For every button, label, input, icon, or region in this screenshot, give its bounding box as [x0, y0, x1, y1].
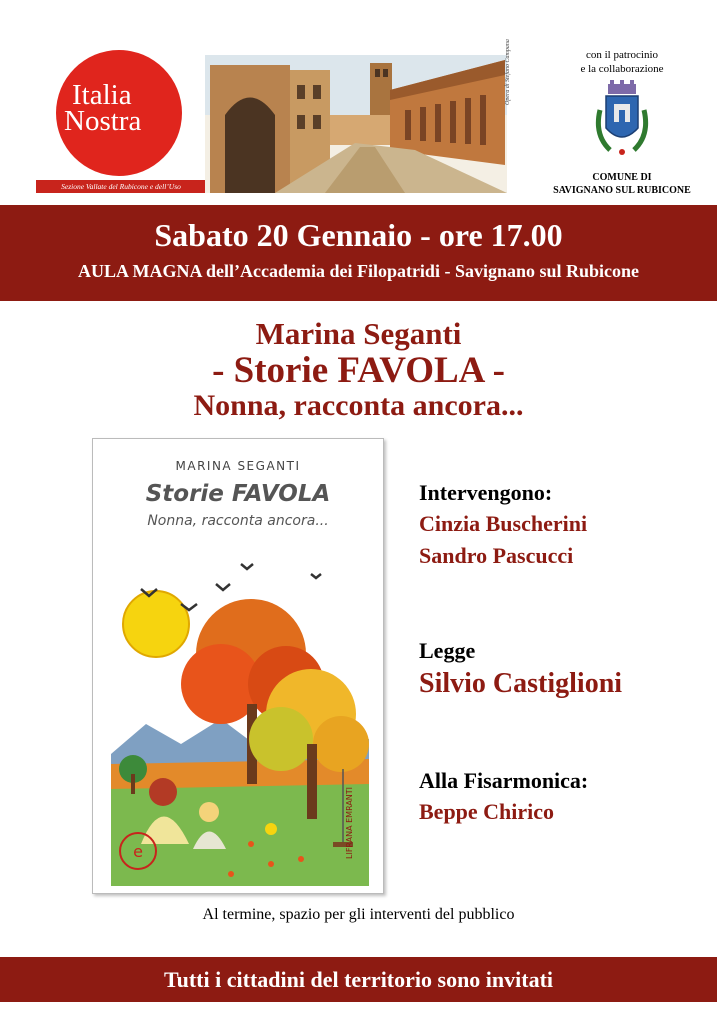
patronage-line2: e la collaborazione: [580, 63, 664, 75]
logo-text-line2: Nostra: [64, 105, 142, 137]
speaker-name: Sandro Pascucci: [419, 543, 574, 568]
publisher-logo-icon: [115, 831, 161, 877]
book-title: - Storie FAVOLA -: [212, 350, 505, 391]
town-sketch-illustration: [205, 55, 507, 193]
svg-text:e: e: [133, 842, 143, 861]
event-date-time: Sabato 20 Gennaio - ore 17.00: [154, 217, 563, 253]
program-column: [419, 478, 709, 828]
musician-name: Beppe Chirico: [419, 799, 555, 824]
closing-note: Al termine, spazio per gli interventi del pubblico: [202, 906, 515, 923]
patronage-block: [547, 48, 697, 197]
event-banner: [0, 205, 717, 301]
reader-name: Silvio Castiglioni: [419, 668, 623, 699]
comune-line1: COMUNE DI: [592, 172, 652, 183]
speaker-name: Cinzia Buscherini: [419, 511, 588, 536]
cover-author: MARINA SEGANTI: [175, 459, 301, 473]
comune-line2: SAVIGNANO SUL RUBICONE: [553, 185, 691, 196]
book-heading: [0, 316, 717, 422]
book-cover: [92, 438, 384, 894]
reader-label: Legge: [419, 638, 476, 663]
cover-title: Storie FAVOLA: [145, 481, 331, 507]
patronage-line1: con il patrocinio: [585, 49, 659, 61]
logo-text-line1: Italia: [72, 79, 132, 111]
speakers-label: Intervengono:: [419, 480, 553, 505]
sketch-credit: Opera di Stefano Campana: [505, 39, 511, 105]
book-subtitle: Nonna, racconta ancora...: [193, 389, 524, 422]
cover-subtitle: Nonna, racconta ancora...: [147, 513, 329, 529]
music-label: Alla Fisarmonica:: [419, 768, 589, 793]
comune-crest-icon: [592, 80, 652, 160]
logo-section-label: Sezione Vallate del Rubicone e dell’Uso: [36, 180, 206, 193]
invitation-banner: Tutti i cittadini del territorio sono invitati: [0, 957, 717, 1002]
event-venue: AULA MAGNA dell’Accademia dei Filopatridi - Savignano sul Rubicone: [77, 261, 640, 281]
italia-nostra-logo: [36, 50, 206, 198]
book-author: Marina Seganti: [255, 316, 462, 351]
cover-illustrator: LIFRANA EMRANTI: [345, 786, 354, 859]
